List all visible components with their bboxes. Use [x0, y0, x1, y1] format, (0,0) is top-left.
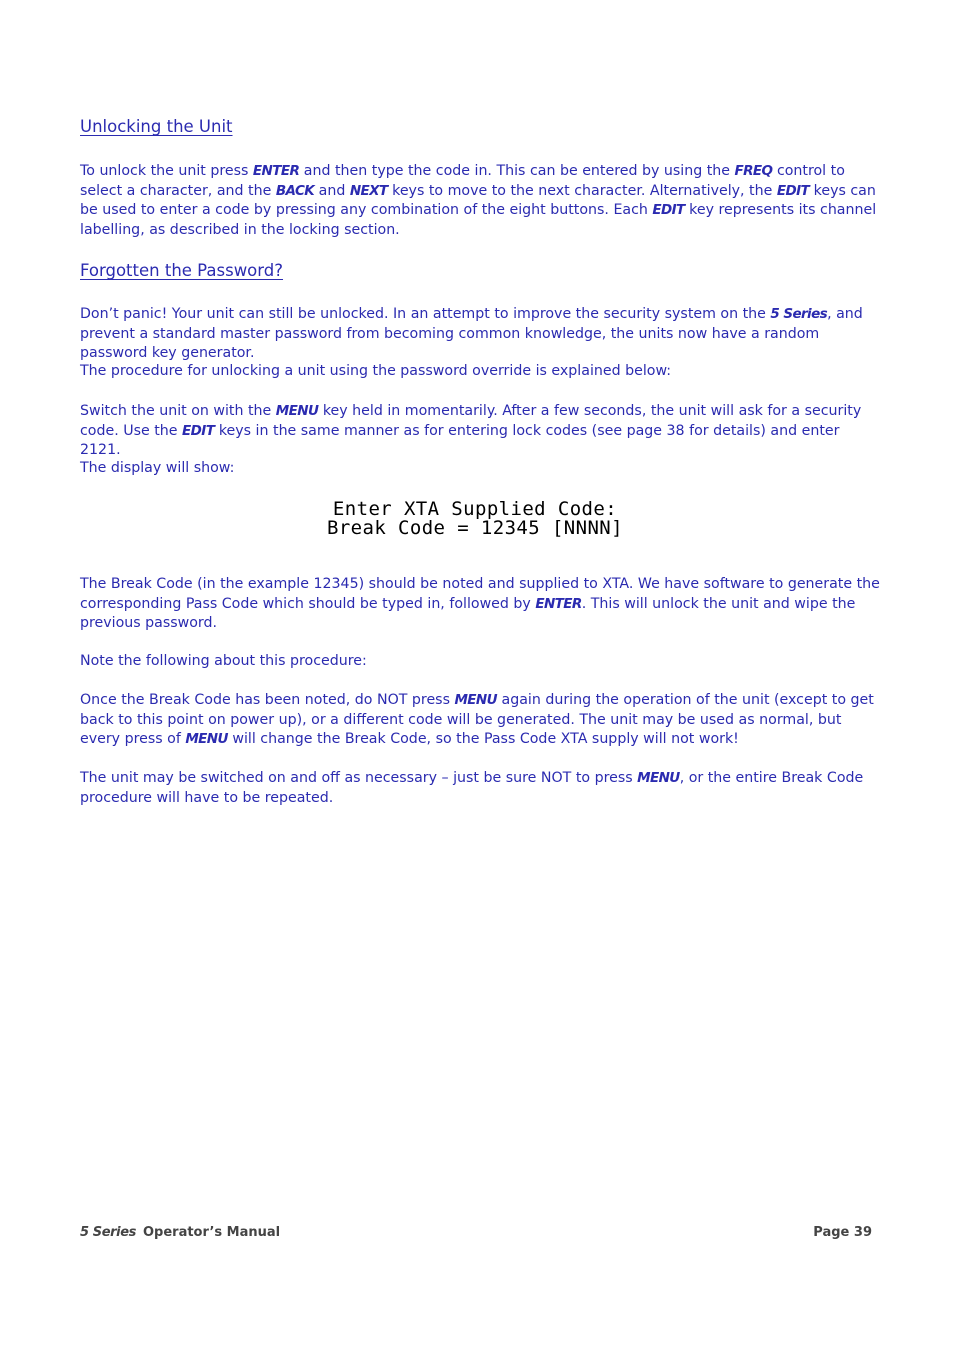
heading-unlocking-the-unit: Unlocking the Unit — [80, 117, 233, 136]
paragraph-switch-on-menu: Switch the unit on with the MENU key held in momentarily. After a few seconds, the unit will ask for a security code. Use the EDIT keys in the same manner as for entering lock codes (see page 38 for details) and enter 2121. — [80, 403, 862, 458]
key-name-next: NEXT — [349, 182, 388, 199]
paragraph-do-not-press-menu: Once the Break Code has been noted, do NOT press MENU again during the operation of the unit (except to get back to this point on power up), or a different code will be generated. The unit may be used as normal, but every press of MENU will change the Break Code, so the Pass Code XTA supply will not work! — [80, 692, 874, 747]
heading-forgotten-password: Forgotten the Password? — [80, 261, 284, 280]
key-name-back: BACK — [275, 182, 315, 199]
display-line-1: Enter XTA Supplied Code: — [332, 498, 618, 520]
key-name-enter: ENTER — [535, 595, 582, 612]
paragraph-note-following: Note the following about this procedure: — [80, 653, 367, 669]
key-name-menu: MENU — [637, 770, 680, 786]
footer-manual-title — [80, 1223, 280, 1243]
paragraph-switch-on-off: The unit may be switched on and off as necessary – just be sure NOT to press MENU, or the entire Break Code procedure will have to be repeated. — [80, 770, 864, 806]
paragraph-unlock-instructions: To unlock the unit press ENTER and then type the code in. This can be entered by using the FREQ control to select a character, and the BACK and NEXT keys to move to the next character. Alternatively, the EDIT keys can be used to enter a code by pressing any combination of the eight buttons. Each EDIT key represents its channel labelling, as described in the locking section. — [80, 163, 877, 238]
key-name-enter: ENTER — [252, 163, 300, 179]
key-name-menu: MENU — [185, 731, 228, 747]
paragraph-break-code: The Break Code (in the example 12345) should be noted and supplied to XTA. We have software to generate the corresponding Pass Code which should be typed in, followed by ENTER. This will unlock the unit and wipe the previous password. — [80, 576, 880, 631]
key-name-freq: FREQ — [734, 163, 773, 179]
key-name-edit: EDIT — [182, 422, 215, 439]
paragraph-display-will-show: The display will show: — [80, 460, 235, 476]
footer-brand: 5 Series — [80, 1225, 136, 1240]
key-name-menu: MENU — [454, 692, 497, 708]
paragraph-dont-panic: Don’t panic! Your unit can still be unlocked. In an attempt to improve the security system on the 5 Series, and prevent a standard master password from becoming common knowledge, the units now have a random password key generator. — [80, 306, 863, 361]
key-name-edit: EDIT — [652, 202, 685, 218]
paragraph-procedure-intro: The procedure for unlocking a unit using the password override is explained below: — [80, 363, 672, 379]
key-name-5-series: 5 Series — [770, 306, 828, 322]
footer-page-number: Page 39 — [813, 1225, 872, 1240]
key-name-menu: MENU — [275, 403, 319, 419]
footer-title: Operator’s Manual — [142, 1225, 281, 1240]
key-name-edit: EDIT — [776, 182, 810, 199]
display-line-2: Break Code = 12345 [NNNN] — [327, 517, 623, 539]
